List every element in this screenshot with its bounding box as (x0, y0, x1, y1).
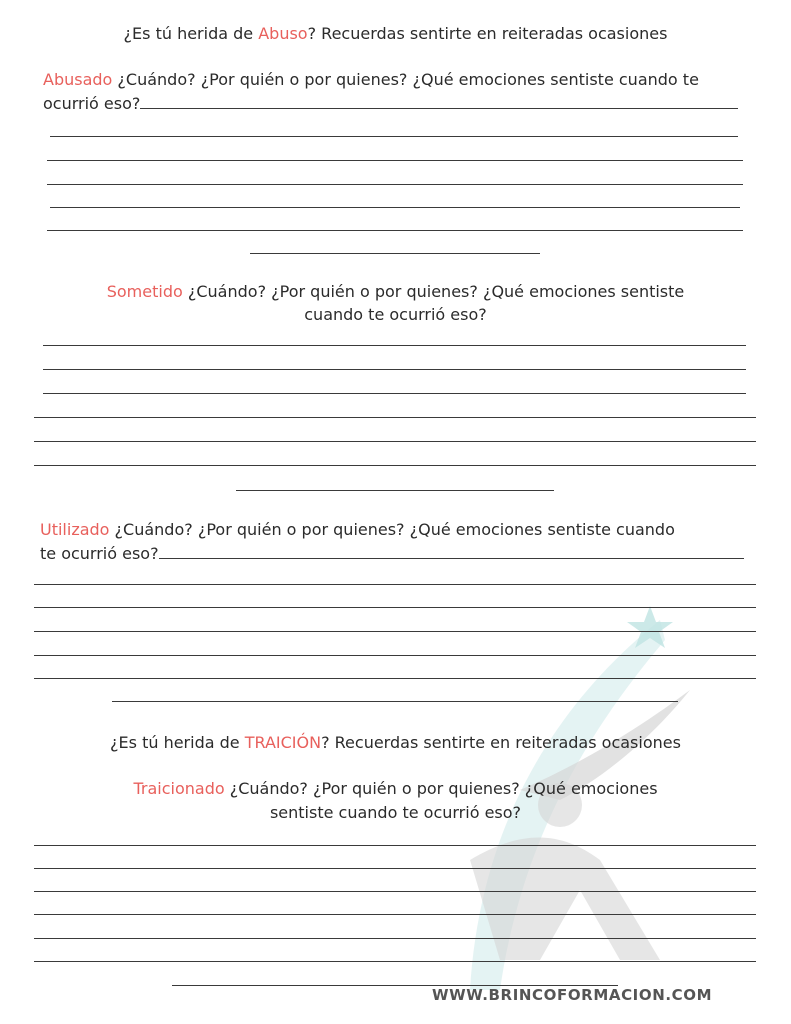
keyword-traicionado: Traicionado (133, 779, 225, 798)
answer-line-short[interactable] (112, 701, 678, 702)
answer-line[interactable] (34, 584, 756, 585)
answer-line[interactable] (34, 891, 756, 892)
prompt-sometido-line1: Sometido ¿Cuándo? ¿Por quién o por quienes? ¿Qué emociones sentiste (106, 282, 685, 301)
keyword-sometido: Sometido (106, 282, 183, 301)
answer-line[interactable] (34, 465, 756, 466)
answer-line[interactable] (43, 393, 746, 394)
prompt-utilizado-line1: Utilizado ¿Cuándo? ¿Por quién o por quienes? ¿Qué emociones sentiste cuando (40, 520, 675, 539)
answer-line[interactable] (34, 845, 756, 846)
keyword-utilizado: Utilizado (40, 520, 110, 539)
answer-line[interactable] (50, 207, 740, 208)
answer-line[interactable] (34, 631, 756, 632)
prompt-abusado-line1: Abusado ¿Cuándo? ¿Por quién o por quienes? ¿Qué emociones sentiste cuando te (43, 70, 699, 89)
answer-line[interactable] (34, 961, 756, 962)
answer-line[interactable] (34, 441, 756, 442)
prompt-utilizado-line2[interactable]: te ocurrió eso? (40, 542, 744, 566)
prompt-sometido-line2: cuando te ocurrió eso? (304, 305, 487, 324)
answer-line[interactable] (34, 914, 756, 915)
answer-line[interactable] (34, 417, 756, 418)
prompt-abusado-line2[interactable]: ocurrió eso? (43, 92, 738, 116)
answer-line[interactable] (34, 938, 756, 939)
answer-line-short[interactable] (250, 253, 540, 254)
keyword-abusado: Abusado (43, 70, 113, 89)
footer-website: WWW.BRINCOFORMACION.COM (432, 986, 713, 1004)
answer-line[interactable] (34, 655, 756, 656)
answer-line-short[interactable] (236, 490, 554, 491)
answer-line[interactable] (34, 678, 756, 679)
section-heading-traicion: ¿Es tú herida de TRAICIÓN? Recuerdas sentirte en reiteradas ocasiones (110, 733, 681, 752)
answer-line[interactable] (34, 607, 756, 608)
answer-line[interactable] (47, 184, 743, 185)
answer-line[interactable] (50, 136, 738, 137)
prompt-traicionado-line2: sentiste cuando te ocurrió eso? (269, 803, 522, 822)
answer-line[interactable] (43, 345, 746, 346)
prompt-traicionado-line1: Traicionado ¿Cuándo? ¿Por quién o por quienes? ¿Qué emociones (133, 779, 658, 798)
section-heading-abuso: ¿Es tú herida de Abuso? Recuerdas sentirte en reiteradas ocasiones (123, 24, 668, 43)
answer-line[interactable] (47, 230, 743, 231)
answer-line[interactable] (47, 160, 743, 161)
answer-line[interactable] (43, 369, 746, 370)
answer-line[interactable] (34, 868, 756, 869)
